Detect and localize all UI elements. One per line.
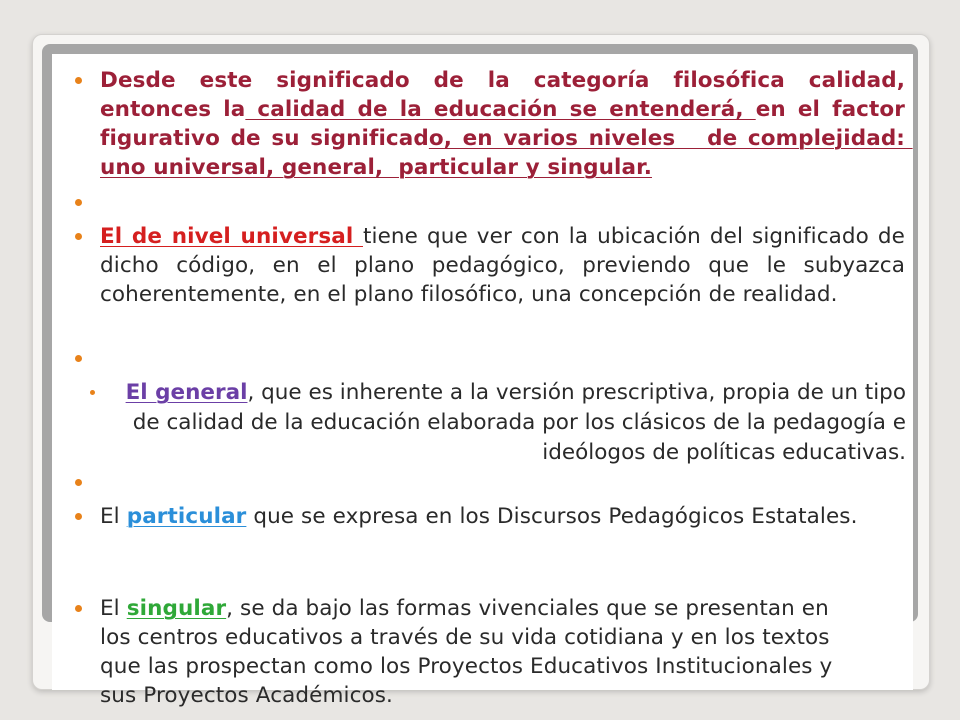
universal-level-link[interactable]: El de nivel universal	[100, 224, 363, 249]
bullet-list	[52, 66, 913, 708]
particular-level-text: que se expresa en los Discursos Pedagógicos Estatales.	[246, 504, 858, 529]
universal-level-text: tiene que ver con la ubicación del significado de dicho código, en el plano pedagógico, previendo que le subyazca coherentemente, en el plano filosófico, una concepción de realidad.	[100, 224, 906, 307]
bullet-item-universal	[100, 222, 905, 309]
slide-content-panel	[52, 54, 913, 708]
intro-underlined-phrase: calidad de la educación se entenderá,	[245, 97, 756, 122]
general-level-text: , que es inherente a la versión prescriptiva, propia de un tipo de calidad de la educación elaborada por los clásicos de la pedagogía e ideólogos de políticas educativas.	[132, 380, 906, 465]
bullet-item-general	[108, 378, 906, 468]
particular-level-link[interactable]: particular	[126, 504, 247, 529]
singular-level-link[interactable]: singular	[126, 596, 227, 621]
bullet-item-intro	[100, 66, 913, 182]
intro-levels-phrase: o, en varios niveles de complejidad: uno universal, general, particular y singular.	[100, 126, 913, 180]
intro-text-continued: en el factor figurativo de su significad	[100, 97, 905, 151]
bullet-item-singular	[100, 594, 845, 710]
bullet-item-empty	[100, 468, 905, 497]
singular-level-text: , se da bajo las formas vivenciales que se presentan en los centros educativos a través de su vida cotidiana y en los textos que las prospectan como los Proyectos Educativos Institucionales y sus Proyectos Académicos.	[100, 596, 833, 708]
bullet-item-empty	[100, 188, 905, 217]
general-level-link[interactable]: El general	[125, 380, 248, 405]
singular-prefix: El	[100, 596, 127, 621]
bullet-item-particular	[100, 502, 905, 531]
bullet-item-empty	[100, 344, 905, 373]
intro-text: Desde este significado de la categoría filosófica calidad, entonces la	[100, 68, 905, 122]
particular-prefix: El	[100, 504, 127, 529]
